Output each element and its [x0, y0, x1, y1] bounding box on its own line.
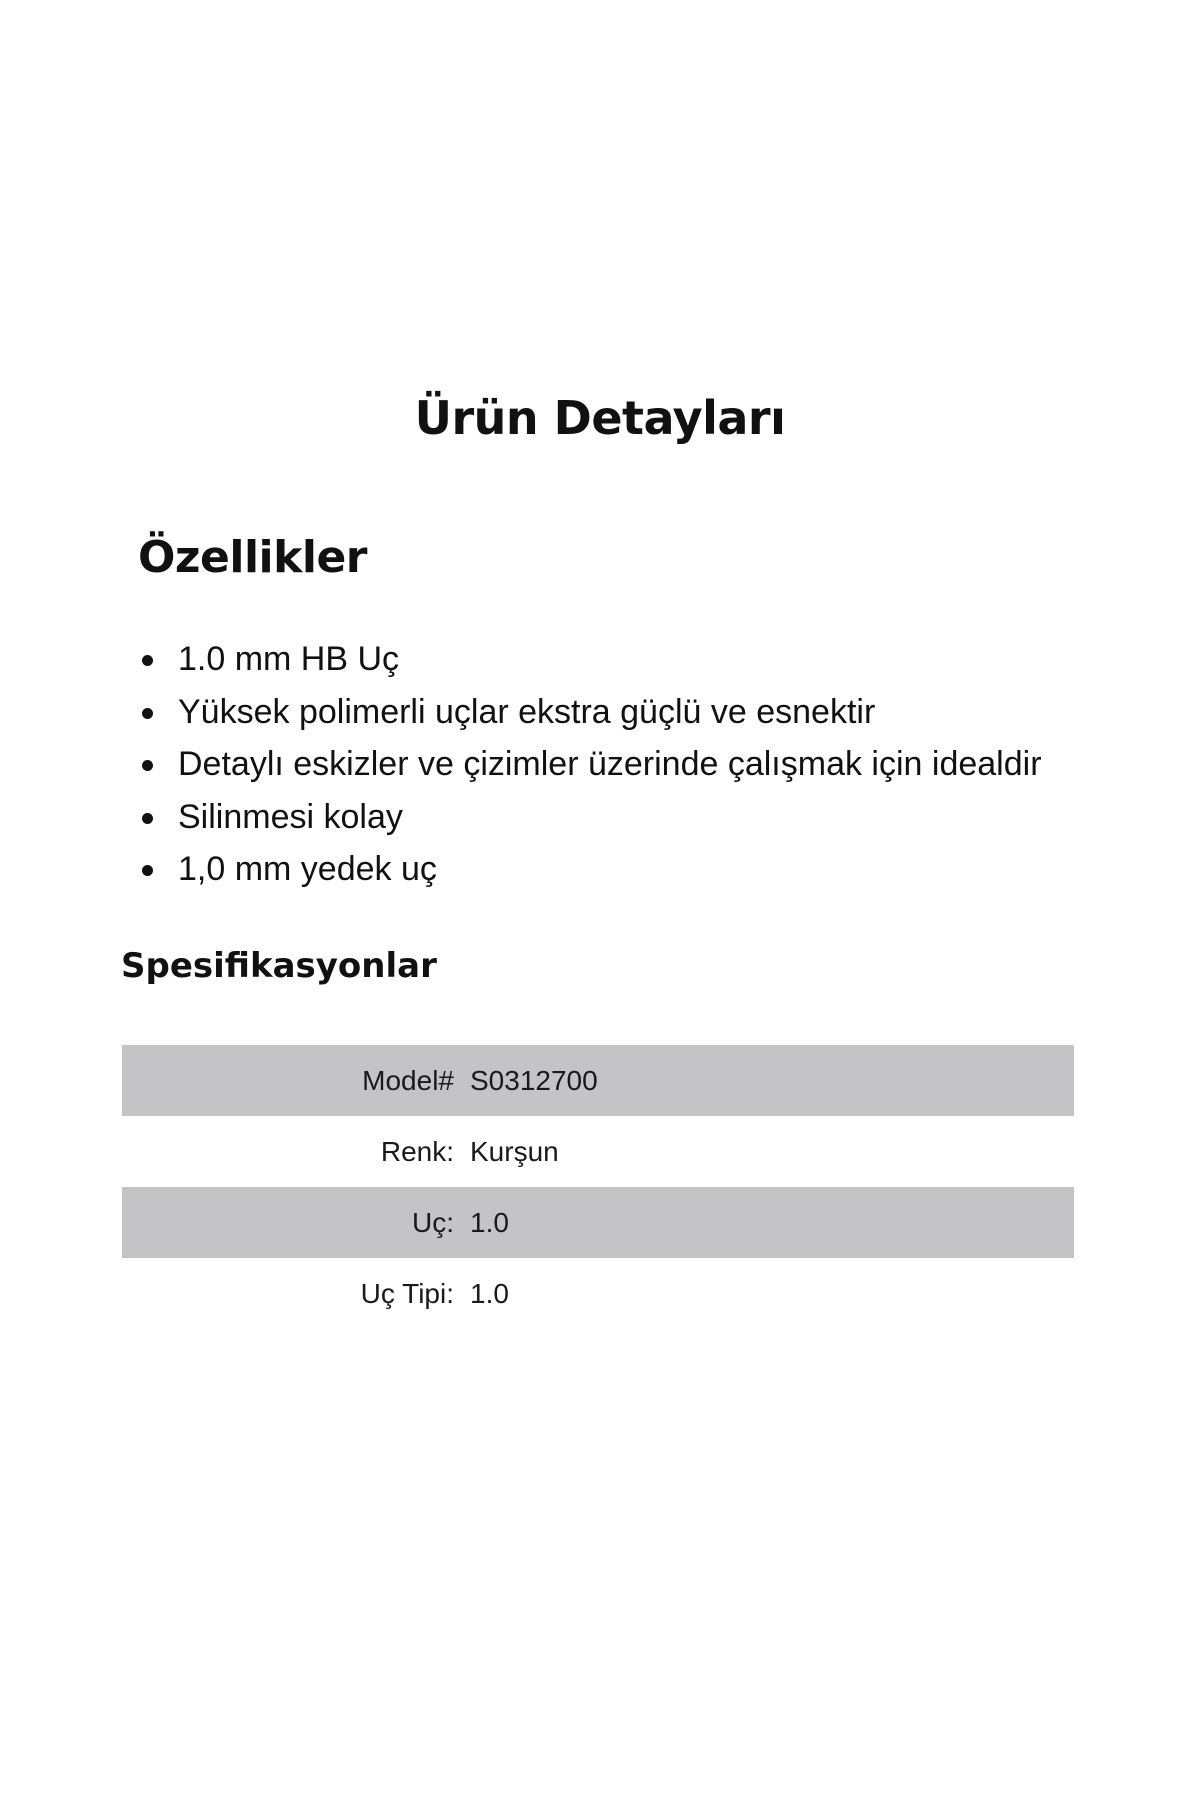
- feature-item: Detaylı eskizler ve çizimler üzerinde çalışmak için idealdir: [138, 738, 1042, 791]
- table-row: [122, 1045, 1074, 1116]
- spec-value-model: S0312700: [470, 1045, 1074, 1116]
- spec-label-model: Model#: [122, 1045, 470, 1116]
- spec-value-tip: 1.0: [470, 1187, 1074, 1258]
- feature-item: Silinmesi kolay: [138, 791, 1042, 844]
- spec-label-color: Renk:: [380, 1135, 454, 1167]
- table-row: [122, 1187, 1074, 1258]
- table-row: [122, 1258, 1074, 1329]
- specs-table: [122, 1045, 1074, 1329]
- feature-item: 1.0 mm HB Uç: [138, 633, 1042, 686]
- feature-item: 1,0 mm yedek uç: [138, 843, 1042, 896]
- spec-value-color: Kurşun: [470, 1135, 559, 1167]
- feature-item: Yüksek polimerli uçlar ekstra güçlü ve esnektir: [138, 686, 1042, 739]
- features-list: [138, 633, 1042, 896]
- specs-heading: Spesifikasyonlar: [121, 946, 437, 986]
- spec-label-tip-type: Uç Tipi:: [360, 1277, 454, 1309]
- table-row: [122, 1116, 1074, 1187]
- features-heading: Özellikler: [138, 532, 367, 583]
- spec-label-tip: Uç:: [122, 1187, 470, 1258]
- page-title: Ürün Detayları: [414, 391, 786, 445]
- spec-value-tip-type: 1.0: [470, 1277, 509, 1309]
